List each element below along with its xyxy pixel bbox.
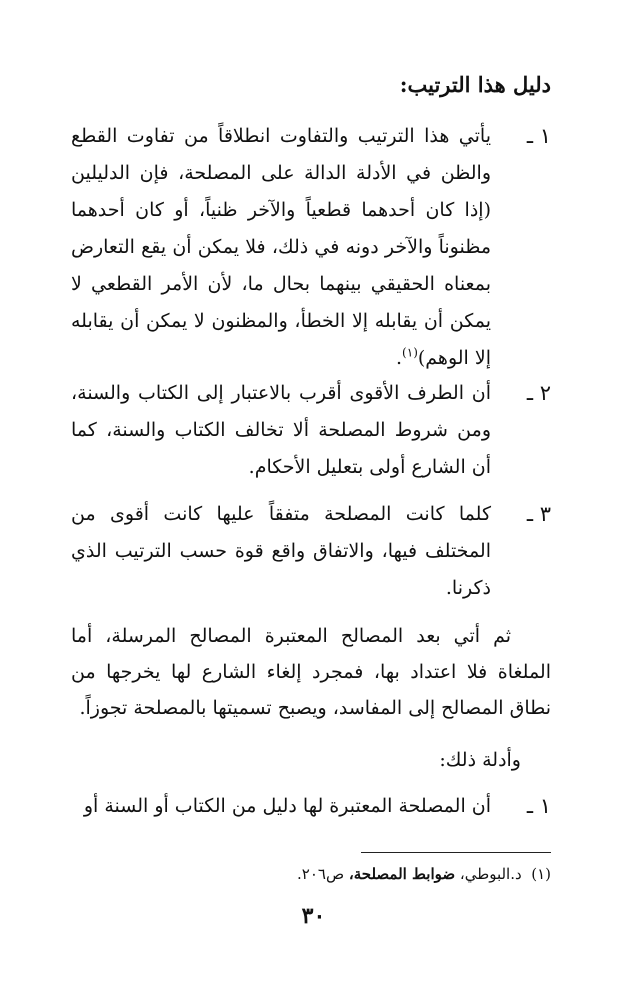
footnote-author: د.البوطي، <box>459 865 522 883</box>
list-item-text: كلما كانت المصلحة متفقاً عليها كانت أقوى من المختلف فيها، والاتفاق واقع قوة حسب الترتيب الذي ذكرنا. <box>71 503 491 599</box>
list-item-text: يأتي هذا الترتيب والتفاوت انطلاقاً من تفاوت القطع والظن في الأدلة الدالة على المصلحة، فإن الدليلين (إذا كان أحدهما قطعياً والآخر ظنياً، أو كان أحدهما مظنوناً والآخر دونه في ذلك، فلا يمكن أن يقع التعارض بمعناه الحقيقي بينهما بحال ما، لأن الأمر القطعي لا يمكن أن يقابله إلا الخطأ، والمظنون لا يمكن أن يقابله إلا الوهم)$^{(١)}$. <box>71 125 491 369</box>
footnote-page: ص٢٠٦. <box>297 865 345 883</box>
list-item-text: أن المصلحة المعتبرة لها دليل من الكتاب أو السنة أو <box>83 795 491 817</box>
evidence-label: وأدلة ذلك: <box>439 749 521 771</box>
list-item-1 <box>71 118 551 377</box>
body-paragraph: ثم أتي بعد المصالح المعتبرة المصالح المرسلة، أما الملغاة فلا اعتداد بها، فمجرد إلغاء الشارع لها يخرجها من نطاق المصالح إلى المفاسد، ويصبح تسميتها بالمصلحة تجوزاً. <box>71 625 551 719</box>
page-number: ٣٠ <box>301 903 326 929</box>
footnote-divider <box>361 852 551 853</box>
footnote-marker: (١) <box>531 865 551 883</box>
list-item-number: ١ ـ <box>526 794 551 818</box>
list-item-text: أن الطرف الأقوى أقرب بالاعتبار إلى الكتاب والسنة، ومن شروط المصلحة ألا تخالف الكتاب والسنة، كما أن الشارع أولى بتعليل الأحكام. <box>71 382 491 478</box>
list-item-number: ١ ـ <box>526 124 551 148</box>
section-heading: دليل هذا الترتيب: <box>399 72 551 97</box>
list-item-2 <box>71 375 551 486</box>
list-item-number: ٣ ـ <box>526 502 551 526</box>
list-item-3 <box>71 496 551 607</box>
footnote <box>297 860 551 888</box>
footnote-title: ضوابط المصلحة، <box>348 865 456 883</box>
evidence-item-1 <box>71 788 551 825</box>
footnote-reference[interactable]: (١) <box>402 345 418 360</box>
list-item-number: ٢ ـ <box>526 381 551 405</box>
